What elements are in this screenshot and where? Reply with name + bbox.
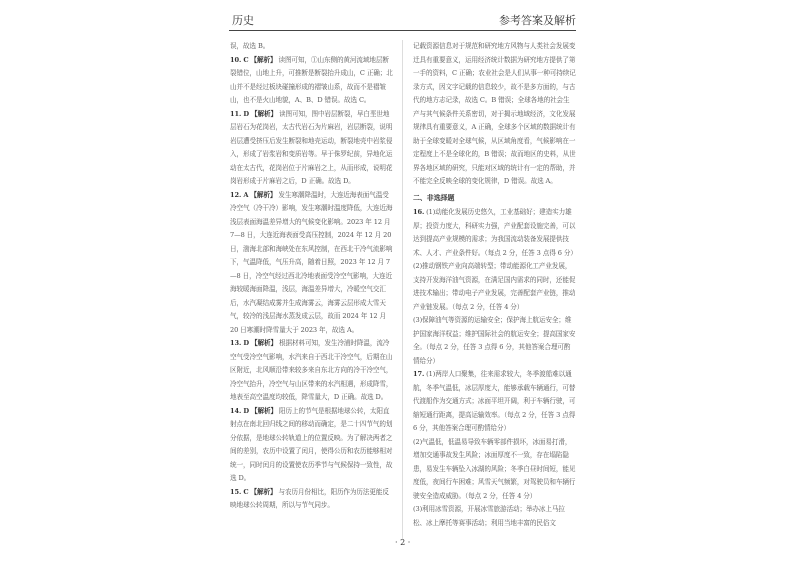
left-intro: 误，故选 B。 (230, 42, 270, 50)
answer-item (230, 405, 393, 486)
answer-item (413, 206, 576, 260)
question-number: 17. (413, 370, 425, 378)
analysis-tag: 【解析】 (250, 190, 277, 199)
answer-text: 读图可知，①山东侧的黄河流域地层断裂错位，山地上升，可推断是断裂抬升成山，C 正确；北山并不是经过板块碰撞形成的褶皱山系，故而不是褶皱山，也不是火山地貌，A、B、D 错误。故选 C。 (230, 55, 393, 104)
analysis-tag: 【解析】 (250, 55, 277, 64)
page-number: · 2 · (395, 538, 411, 547)
answer-text: (3)利用冰雪资源，开展冰雪旅游活动；举办冰上马拉松、冰上摩托等赛事活动；利用当地丰富的民俗文 (413, 505, 565, 527)
answer-item (413, 368, 576, 436)
header-subject: 历史 (232, 14, 254, 27)
analysis-tag: 【解析】 (250, 487, 277, 496)
question-number: 15. C (230, 487, 249, 496)
column-divider (402, 40, 403, 540)
answer-item (413, 503, 576, 530)
right-column (413, 40, 576, 530)
answer-text: (2)推动钢铁产业向高端转型；带动能源化工产业发展，支持开发海洋油气资源，在满足国内需求的同时，还能促进技术输出；带动电子产业发展，完善配套产业链，推动产业链发展。（每点 2 分，任答 4 分） (413, 262, 576, 311)
answer-text: 发生寒潮降温时，大连近海表面气温受冷空气（冷干冷）影响，发生寒潮时温度降低，大连近海浅层表面海温差异增大的气候变化影响。2023 年 12 月 7—8 日，大连近海表面受高压控制，2024 年 12 月 20 日，渤海北部和海峡处在东风控制，在西北干冷气流影响下，气温降低，气压升高，随着日照，2023 年 12 月 7—8 日，冷空气经过西北冷地表面受冷空气影响，大连近海较暖海面降温，浅层，海温差异增大，冷暖空气交汇后，水汽凝结成雾并生成海雾云，海雾云层形成大雪天气，较冷的浅层海水蒸发成云层，故而 2024 年 12 月 20 日寒潮时降雪量大于 2023 年，故选 A。 (230, 190, 393, 334)
analysis-tag: 【解析】 (251, 406, 277, 415)
answer-text: 阳历上的节气是根据地球公转，太阳直射点在南北回归线之间的移动而确定，是二十四节气的划分依据，是地球公转轨道上的位置反映。为了解决两者之间的差别，农历中设置了闰月，使得公历和农历能够相对统一，同时闰月的设置使农历季节与气候保持一致性，故选 D。 (230, 406, 393, 482)
right-intro: 记载资源信息对于规范和研究地方风物与人类社会发展变迁具有重要意义，运用经济统计数据为研究地方提供了第一手的资料，C 正确；农业社会是人们从事一种可持续记录方式，因文字记载的信息较少，故不是多方面的，与古代的地方志记录，故选 C。B 错误；全球各地的社会生产与其气候条件关系密切，对于揭示地域经济，文化发展规律具有重要意义，A 正确，全球多个区域的数据统计有助于全球变暖对全球气候，从区域角度看，气候影响在一定程度上不是全球化的，B 错误；故而地区的史料，从世界各地区域的研究，只能对区域的统计有一定的帮助，并不能完全反映全球的变化规律，D 错误。故选 A。 (413, 42, 576, 185)
answer-text: (1)动能化发展历史悠久，工业基础好；建造实力雄厚；投资力度大，科研实力强，产业配套设施完善，可以达到提高产业规模的需求；为我国流动装备发展提供技术、人才、产业条件好。（每点 2 分，任答 3 点得 6 分） (413, 208, 577, 257)
answer-text: (3)保障油气等资源的运输安全；保护海上航运安全；维护国家海洋权益；维护国际社会的航运安全；提高国家安全。（每点 2 分，任答 3 点得 6 分，其他答案合理可酌情给分） (413, 316, 576, 365)
answer-item (413, 260, 576, 314)
question-number: 14. D (230, 406, 249, 415)
question-number: 11. D (230, 109, 249, 118)
answer-item (413, 314, 576, 368)
answer-text: (2)气温低，低温易导致车辆零部件损坏，冰面易打滑，增加交通事故发生风险；冰面厚度不一致，存在塌陷隐患，易发生车辆坠入冰湖的风险；冬季白昼时间短，能见度低，夜间行车困难；风雪天气频繁，对驾驶员和车辆行驶安全造成威胁。（每点 2 分，任答 4 分） (413, 437, 576, 500)
left-column (230, 40, 393, 513)
analysis-tag: 【解析】 (251, 109, 277, 118)
answer-item (230, 486, 393, 513)
answer-item (230, 108, 393, 189)
answer-text: 根据材料可知，发生冷浦时降温，流冷空气受冷空气影响，水汽来自于西北干冷空气，后期在山区附近，北风顺沿带来较多来自东北方向的冷干冷空气，冷空气抬升，冷空气与山区带来的水汽相遇，形成降雪，地表至高空温度均较低，降雪量大，D 正确。故选 D。 (230, 339, 393, 401)
answer-text: (1)两岸人口聚集，往来需求较大，冬季渡船难以通航，冬季气温低，冰层厚度大，能够承载车辆通行，可替代渡船作为交通方式；冰面平坦开阔，利于车辆行驶，可缩短通行距离，提高运输效率。（每点 2 分，任答 3 点得 6 分，其他答案合理可酌情给分） (413, 370, 576, 432)
question-number: 16. (413, 208, 425, 216)
question-number: 12. A (230, 190, 249, 199)
answer-item (230, 337, 393, 405)
answer-text: 与农历月份相比，阳历作为历法更能反映地球公转周期，所以与节气同步。 (230, 487, 389, 509)
section-title: 二、非选择题 (413, 192, 455, 202)
header-rule (229, 30, 576, 31)
header-title: 参考答案及解析 (499, 14, 576, 27)
question-number: 10. C (230, 55, 249, 64)
analysis-tag: 【解析】 (251, 339, 277, 347)
answer-item (230, 54, 393, 108)
question-number: 13. D (230, 339, 249, 347)
answer-item (230, 189, 393, 338)
answer-item (413, 436, 576, 504)
answer-text: 读图可知，图中岩层断裂，早白垩世地层岩石为花岗岩，太古代岩石为片麻岩，岩层断裂，说明岩层遭受挤压后发生断裂和地壳运动，断裂地壳中岩浆侵入，形成了岩浆岩和变质岩等。早于侏罗纪前，异地化运动在太古代，花岗岩位于片麻岩之上，从而形成，说明花岗岩形成于片麻岩之后，D 正确。故选 D。 (230, 109, 393, 185)
